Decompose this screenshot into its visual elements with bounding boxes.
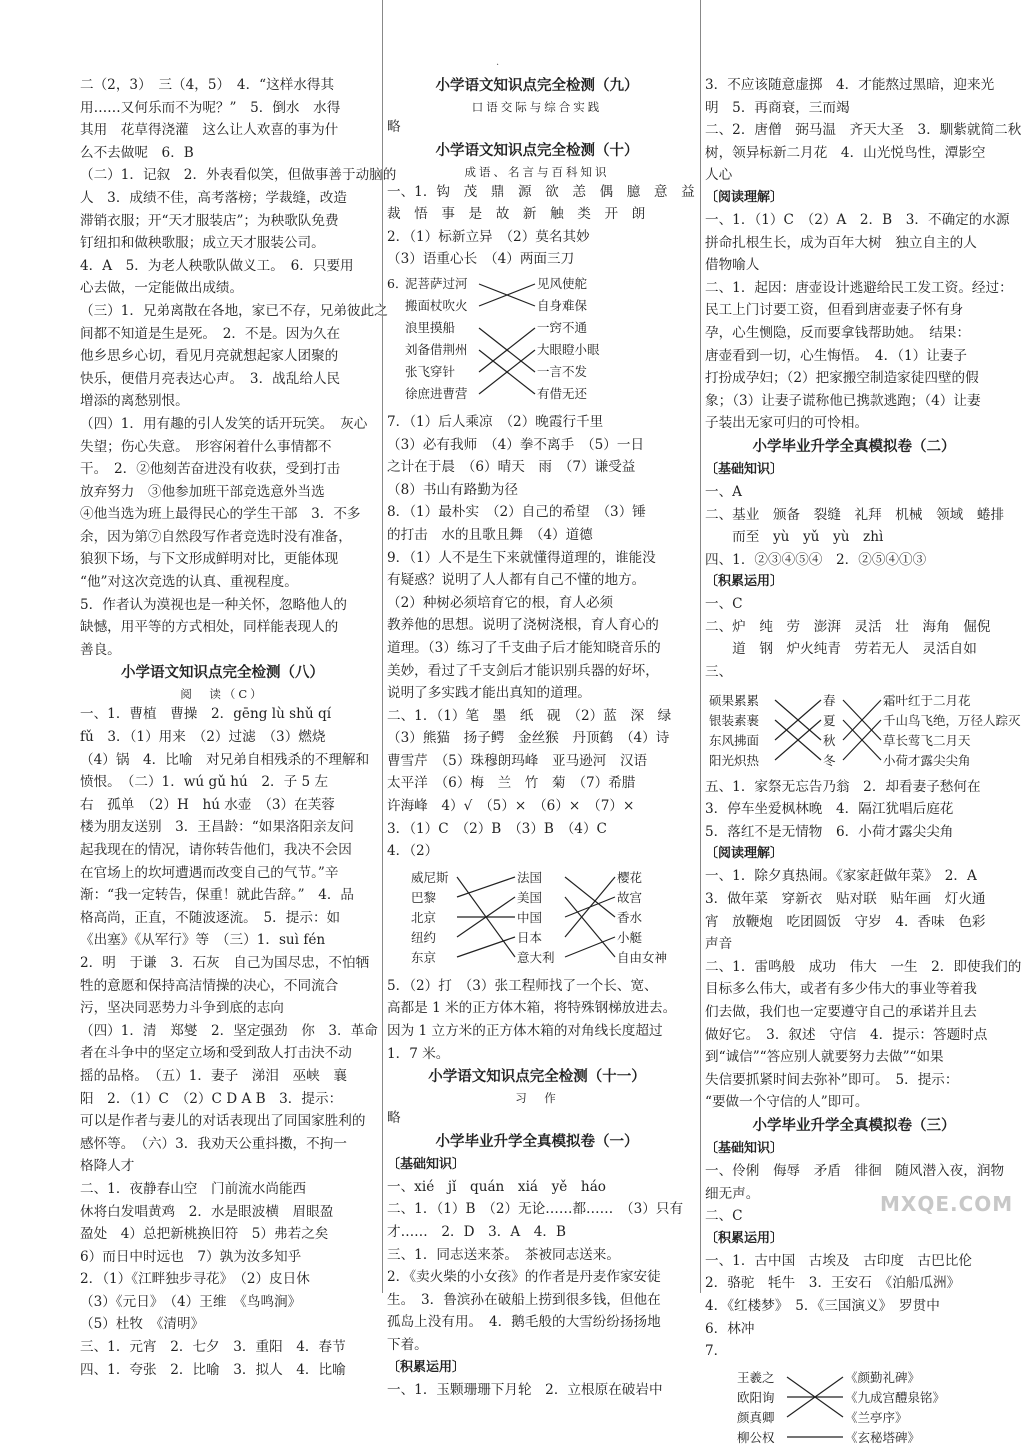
exam-2-accum-tag: 〔积累运用〕 [705,574,784,590]
answer-line: （3）《元日》 （4）王维 《鸟鸣涧》 [80,1293,302,1310]
answer-line: 才…… 2．D 3．A 4．B [387,1224,566,1240]
answer-line: 失信要抓紧时间去弥补”即可。 5．提示： [705,1071,959,1088]
match-item: 北京 [411,909,437,925]
answer-block-exam3b [705,1250,1003,1363]
answer-line: 心去做，一定能做出成绩。 [80,280,244,297]
answer-block-10b [387,411,687,863]
answer-line: 一、1．（1）C （2）A 2．B 3．不确定的水源 [705,211,1010,228]
answer-line: “要做一个守信的人”即可。 [705,1094,869,1111]
exam-1-reading-tag: 〔阅读理解〕 [705,189,784,205]
answer-line: 滞销衣服；开“天才服装店”；为秧歌队免费 [80,212,339,229]
answer-line: 6）而日中时远也 7）孰为汝多知乎 [80,1248,302,1265]
answer-line: 二、2．唐僧 弼马温 齐天大圣 3．馴紫就简二秋 [705,122,1021,139]
answer-line: 5．作者认为漠视也是一种关怀，忽略他人的 [80,596,347,613]
answer-line: 余，因为第⑦自然段写作者竞选时没有准备， [80,528,352,545]
answer-line: 4．《红楼梦》 5．《三国演义》 罗贯中 [705,1297,940,1314]
match-item: 柳公权 [737,1429,775,1445]
answer-line: 细无声。 [705,1185,760,1202]
answer-line: 人心 [705,167,733,184]
answer-line: 到“诚信”“答应别人就要努力去做”“如果 [705,1049,944,1066]
answer-line: 声音 [705,936,733,953]
match-item: 银装素裹 [709,712,760,728]
answer-line: 目标多么伟大，或者有多少伟大的事业等着我 [705,981,977,998]
answer-line: 二、1．起因：唐壶设计逃避给民工发工资。经过： [705,279,1013,296]
section-10-title: 小学语文知识点完全检测（十） [435,142,639,159]
section-10-subtitle: 成语、名言与百科知识 [464,164,610,179]
answer-line: （二）1．记叙 2．外表看似笑，但做事善于动脑的 [80,167,397,184]
column-right [700,0,1021,1445]
answer-line: 的打击 水的且歌且舞 （4）道德 [387,526,593,543]
answer-line: 可以是作者与妻儿的对话表现出了同国家胜利的 [80,1113,366,1130]
answer-block-exam1c [705,74,1021,187]
match-item: 见风使舵 [537,275,588,291]
answer-line: 三、1．元宵 2．七夕 3．重阳 4．春节 [80,1339,346,1356]
answer-line: 二、1．（1）笔 墨 纸 砚 （2）蓝 深 绿 [387,707,672,724]
answer-line: 7．（1）后人乘凉 （2）晚霞行千里 [387,413,604,430]
match-item: 一窍不通 [537,319,588,335]
answer-line: 拼命扎根生长，成为百年大树 独立自主的人 [705,234,977,251]
answer-line: 2．《卖火柴的小女孩》的作者是丹麦作家安徒 [387,1269,661,1286]
answer-line: （3）必有我师 （4）拳不离手 （5）一日 [387,436,645,453]
match-line [457,877,515,897]
answer-line: 一、1．玉颗珊珊下月轮 2．立根原在破岩中 [387,1381,663,1398]
answer-block-exam2a [705,481,1003,571]
answer-line: （3）熊猫 扬子鳄 金丝猴 丹顶鹤 （4）诗 [387,730,670,747]
answer-line: 五、1．家祭无忘告乃翁 2．却看妻子愁何在 [705,778,981,795]
answer-line: （四）1．清 郑燮 2．坚定强劲 你 3．革命 [80,1022,378,1039]
answer-line: 者在斗争中的坚定立场和受到敌人打击決不动 [80,1045,352,1062]
match-line [565,877,615,937]
answer-line: 愤恨。 （二）1．wú gǔ hú 2．子 5 左 [80,774,329,791]
answer-line: 宵 放鞭炮 吃团圆饭 守岁 4．香味 色彩 [705,913,986,930]
answer-block-8-tail [80,1178,365,1381]
answer-line: 生。 3．鲁滨孙在破船上捞到很多钱，但他在 [387,1291,661,1308]
answer-line: 二（2，3） 三（4，5） 4．“这样水得其 [80,77,335,93]
answer-line: 一、1．钩 茂 鼎 源 欲 恙 偶 臆 意 益 [387,183,695,200]
match-item: 刘备借荆州 [405,341,468,357]
answer-block-10a [387,181,695,271]
answer-line: 快乐，便借月亮表达心声。 3．战乱给人民 [80,370,341,387]
answer-line: 人 3．成绩不佳，高考落榜；学裁缝，改造 [80,189,347,206]
answer-line: 说明了多实践才能出真知的道理。 [387,685,591,702]
match-item: 中国 [517,909,543,925]
answer-line: 子装出无家可归的可怜相。 [705,415,869,432]
exam-2-title: 小学毕业升学全真模拟卷（二） [752,438,956,455]
match-item: 草长莺飞二月天 [883,732,971,748]
answer-line: 美妙，看过了千支剑后才能识别兵器的好坏， [387,662,659,679]
answer-line: 孤岛上没有用。 4．鹅毛般的大雪纷纷扬扬地 [387,1314,661,1331]
answer-line: 5．（2）打 （3）张工程师找了一个长、宽、 [387,977,658,994]
answer-line: 象；（3）让妻子谎称他已携款逃跑；（4）让妻 [705,392,981,409]
answer-line: 在官场上的坎坷遭遇而改变自己的气节。”辛 [80,864,339,881]
question-number: 6． [387,275,408,291]
section-8-subtitle: 阅 读（C） [180,687,265,702]
answer-block-exam1a [387,1176,687,1357]
answer-line: 休将白发唱黄鸡 2．水是眼波横 眉眼盈 [80,1203,334,1220]
matching-diagram-4 [387,863,687,975]
match-item: 日本 [517,929,543,945]
match-item: 自身难保 [537,297,588,313]
answer-line: 钉纽扣和做秧歌服；成立天才服装公司。 [80,235,325,252]
match-item: 泥菩萨过河 [405,275,468,291]
answer-line: 因为 1 立方米的正方体木箱的对角线长度超过 [387,1023,663,1040]
answer-line: 4．A 5．为老人秧歌队做义工。 6．只要用 [80,257,354,274]
answer-block-exam1d [705,209,1013,435]
answer-line: 太平洋 （6）梅 兰 竹 菊 （7）希腊 [387,775,636,792]
answer-line: 7． [705,1343,728,1360]
match-item: 霜叶红于二月花 [883,692,971,708]
match-item: 《兰亭序》 [845,1409,908,1425]
answer-line: 8．（1）最朴实 （2）自己的希望 （3）锤 [387,504,646,521]
answer-line: 格降人才 [80,1158,135,1175]
answer-line: 2．骆驼 牦牛 3．王安石 《泊船瓜洲》 [705,1275,961,1292]
answer-line: 失望；伤心失意。 形容闲着什么事情都不 [80,438,332,455]
answer-line: （5）杜牧 《清明》 [80,1316,205,1333]
answer-line: 1．7 米。 [387,1045,450,1062]
answer-line: 楼为朋友送别 3．王昌龄：“如果洛阳亲友问 [80,819,354,836]
answer-line: 2．（1）《江畔独步寻花》 （2）皮日休 [80,1271,310,1288]
match-item: 秋 [823,732,836,748]
answer-line: 四、1．②③④⑤④ 2．②⑤④①③ [705,551,927,568]
match-item: 徐庶进曹营 [405,385,468,401]
answer-line: ④他当选为班上最得民心的学生干部 3．不多 [80,506,361,523]
match-item: 冬 [823,752,836,768]
omitted-note: 略 [387,119,401,135]
match-item: 春 [823,692,836,708]
match-line [565,877,615,917]
answer-line: （三）1．兄弟离散在各地，家已不存，兄弟彼此之 [80,302,388,319]
answer-line: 缺憾，用平等的方式相处，同样能表现人的 [80,619,339,636]
answer-line: 善良。 [80,641,121,658]
answer-line: 打扮成孕妇；（2）把家搬空制造家徒四壁的假 [705,370,979,387]
column-middle [382,0,695,1398]
match-line [565,937,615,957]
answer-line: 一、1．除夕真热闹。《家家赶做年菜》 2．A [705,868,977,885]
exam-1-accum-tag: 〔积累运用〕 [387,1359,466,1375]
answer-line: 二、基业 颁备 裂缝 礼拜 机械 领域 蜷排 [705,506,1005,523]
answer-line: 放弃努力 ③他参加班干部竞选意外当选 [80,483,325,500]
exam-3-title: 小学毕业升学全真模拟卷（三） [752,1117,956,1134]
answer-line: 其用 花草得浇灌 这么让人欢喜的事为什 [80,122,339,139]
answer-line: 摇的品格。 （五）1．妻子 涕泪 巫峡 襄 [80,1067,347,1084]
matching-diagram-6 [387,271,687,411]
match-item: 小艇 [617,929,643,945]
match-item: 小荷才露尖尖角 [883,752,971,768]
answer-block-10c [387,975,687,1065]
answer-line: （4）锅 4．比喻 对兄弟自相残杀的不理解和 [80,751,370,768]
answer-line: 之计在于晨 （6）晴天 雨 （7）谦受益 [387,459,636,476]
answer-line: 4．（2） [387,843,439,860]
answer-line: “他”对这次竞选的认真、重视程度。 [80,574,298,591]
answer-block-7 [80,74,397,661]
match-item: 东风拂面 [709,732,760,748]
match-item: 王羲之 [737,1369,775,1385]
match-line [565,897,615,957]
column-left [80,0,397,1381]
match-item: 香水 [617,909,643,925]
match-item: 阳光炽热 [709,752,760,768]
match-item: 自由女神 [617,949,668,965]
match-item: 搬面杖吹火 [405,297,468,313]
answer-line: 三、 [705,664,733,681]
match-item: 《颜勤礼碑》 [845,1369,921,1385]
answer-line: 二、1．（1）B （2）无论……都…… （3）只有 [387,1201,684,1218]
answer-line: 他乡思乡心切，看见月亮就想起家人团聚的 [80,348,339,365]
answer-line: 教养他的思想。说明了浇树浇根，育人育心的 [387,617,659,634]
answer-line: 阳 2．（1）C （2）C D A B 3．提示： [80,1090,343,1107]
answer-line: 《出塞》《从军行》等 （三）1．suì fén [80,932,326,949]
answer-line: 污，坚决同恶势力斗争到底的志向 [80,1000,284,1017]
match-item: 纽约 [411,929,437,945]
answer-line: 孕，心生恻隐，反而要拿钱帮助她。 结果： [705,324,971,341]
answer-line: 一、1．曹植 曹操 2．gēng lù shǔ qí [80,706,332,723]
answer-line: 起我现在的情况，请你转告他们，我决不会因 [80,842,352,858]
answer-line: 三、1．同志送来茶。 茶被同志送来。 [387,1246,620,1263]
answer-block-exam2c [705,776,1003,844]
match-item: 夏 [823,712,836,728]
answer-block-exam2b [705,593,1003,683]
section-8-title: 小学语文知识点完全检测（八） [121,665,324,682]
answer-line: 5．落红不是无情物 6．小荷才露尖尖角 [705,823,954,840]
match-item: 《九成宫醴泉铭》 [845,1389,946,1405]
match-item: 大眼瞪小眼 [537,341,600,357]
match-item: 欧阳询 [737,1389,775,1405]
answer-block-8 [80,703,378,1177]
answer-line: 二、C [705,1208,743,1225]
answer-line: 3．停车坐爱枫林晚 4．隔江犹唱后庭花 [705,801,954,818]
exam-1-title: 小学毕业升学全真模拟卷（一） [435,1133,639,1150]
exam-1-basic-tag: 〔基础知识〕 [387,1156,466,1172]
exam-2-reading-tag: 〔阅读理解〕 [705,846,784,862]
answer-line: 树，领异标新二月花 4．山光悦鸟性，潭影空 [705,144,986,161]
answer-line: 民工上门讨要工资，但看到唐壶妻子怀有身 [705,302,964,319]
match-item: 浪里摸船 [405,319,456,335]
answer-line: 们去做，我们也一定要遵守自己的承诺并且去 [705,1004,977,1020]
answer-line: 明 5．再商衰，三而竭 [705,99,850,116]
answer-line: （8）书山有路勤为径 [387,481,518,498]
answer-line: 二、1．夜静春山空 门前流水尚能西 [80,1180,307,1197]
answer-block-exam2d [705,865,1021,1114]
answer-line: 6．林冲 [705,1320,755,1337]
answer-line: 道理。（3）练习了千支曲子后才能知晓音乐的 [387,639,661,656]
exam-3-accum-tag: 〔积累运用〕 [705,1230,784,1246]
section-9-title: 小学语文知识点完全检测（九） [435,78,639,94]
match-line [457,937,515,957]
answer-line: 二、炉 纯 劳 澎湃 灵活 壮 海角 倔倪 [705,618,991,635]
answer-line: 2．明 于谦 3．石灰 自己为国尽忠，不怕牺 [80,954,370,971]
answer-line: 9．（1）人不是生下来就懂得道理的，谁能没 [387,549,656,566]
matching-diagram-seasons [705,684,1021,776]
answer-line: 而至 yù yǔ yù zhì [705,529,884,546]
answer-line: 四、1．夸张 2．比喻 3．拟人 4．比喻 [80,1361,346,1378]
answer-line: （四）1．用有趣的引人发笑的话开玩笑。 灰心 [80,415,368,432]
match-item: 《玄秘塔碑》 [845,1429,921,1445]
answer-line: 曹雪芹 （5）珠穆朗玛峰 亚马逊河 汉语 [387,752,648,769]
answer-line: 一、C [705,596,743,613]
match-item: 威尼斯 [411,869,449,885]
omitted-note-2: 略 [387,1110,401,1127]
watermark-text: MXQE.COM [880,1192,1014,1216]
answer-line: 2．（1）标新立异 （2）莫名其妙 [387,228,590,245]
answer-line: 二、1．雷鸣般 成功 伟大 一生 2．即使我们的 [705,958,1021,975]
answer-line: 借物喻人 [705,257,760,274]
answer-line: 唐壶看到一切，心生悔悟。 4．（1）让妻子 [705,347,967,364]
answer-line: 感怀等。 （六）3．我劝天公重抖擞，不拘一 [80,1135,347,1152]
match-item: 东京 [411,949,437,965]
answer-line: 下着。 [387,1336,428,1353]
answer-line: 有疑惑？说明了人人都有自己不懂的地方。 [387,572,646,589]
answer-line: 右 孤单 （2）H hú 水壶 （3）在芙蓉 [80,796,335,813]
answer-line: （3）语重心长 （4）两面三刀 [387,251,575,268]
answer-line: 狼狈下场，与下文形成鲜明对比，更能体现 [80,551,339,568]
match-item: 千山鸟飞绝，万径人踪灭 [883,712,1021,728]
answer-line: 用……又何乐而不为呢？” 5．倒水 水得 [80,99,341,116]
match-item: 美国 [517,889,543,905]
answer-line: 一、伶俐 侮辱 矛盾 徘徊 随风潜入夜，润物 [705,1162,1005,1179]
answer-line: 一、A [705,483,743,500]
answer-line: 渐：“我一定转告，保重！就此告辞。” 4．品 [80,887,355,904]
answer-line: 干。 2．②他刻苦奋进没有收获，受到打击 [80,461,341,478]
answer-line: 一、xié jǐ quán xiá yě háo [387,1178,606,1195]
match-item: 颜真卿 [737,1409,775,1425]
match-item: 巴黎 [411,889,437,905]
match-item: 樱花 [617,869,643,885]
answer-line: 一、1．古中国 古埃及 古印度 古巴比伦 [705,1252,972,1269]
match-item: 意大利 [517,949,555,965]
answer-line: 么不去做呢 6．B [80,144,194,161]
match-item: 故宫 [617,889,643,905]
answer-line: 牲的意愿和保持高洁情操的决心，不同流合 [80,977,339,994]
answer-line: 增添的离愁别恨。 [80,393,189,410]
section-9-subtitle: 口语交际与综合实践 [471,100,603,114]
exam-3-basic-tag: 〔基础知识〕 [705,1140,784,1156]
answer-line: 盈处 4）总把新桃换旧符 5）弗若之矣 [80,1226,329,1243]
match-item: 有借无还 [537,385,588,401]
matching-diagram-calligraphy [705,1363,1003,1455]
section-11-title: 小学语文知识点完全检测（十一） [428,1069,646,1086]
answer-line: 高都是 1 米的正方体木箱，将特殊钢梯放进去。 [387,1000,677,1017]
match-item: 硕果累累 [709,692,760,708]
match-item: 一言不发 [537,363,588,379]
answer-line: 3．做年菜 穿新衣 贴对联 贴年画 灯火通 [705,891,986,908]
answer-line: 3．（1）C （2）B （3）B （4）C [387,820,607,837]
answer-line: 间都不知道是生是死。 2．不是。因为久在 [80,325,341,342]
answer-line: 格高尚，正直，不随波逐流。 5．提示：如 [80,909,341,926]
answer-line: 道 钢 炉火纯青 劳若无人 灵活自如 [705,641,977,658]
page-mark: · [496,60,500,71]
exam-2-basic-tag: 〔基础知识〕 [705,461,784,477]
match-item: 法国 [517,869,543,885]
answer-line: 裁 悟 事 是 故 新 触 类 开 朗 [387,206,646,223]
section-11-subtitle: 习 作 [515,1091,559,1106]
match-item: 张飞穿针 [405,363,456,379]
answer-line: 3．不应该随意虚掷 4．才能熬过黑暗，迎来光 [705,77,995,93]
answer-line: 做好它。 3．叙述 守信 4．提示：答题时点 [705,1026,988,1043]
answer-line: 许海峰 4）√ （5）× （6）× （7）× [387,798,635,815]
answer-line: （2）种树必须培育它的根，育人必须 [387,594,614,611]
answer-block-exam1b [387,1379,687,1402]
answer-line: fǔ 3．（1）用来 （2）过滤 （3）燃烧 [80,729,326,746]
